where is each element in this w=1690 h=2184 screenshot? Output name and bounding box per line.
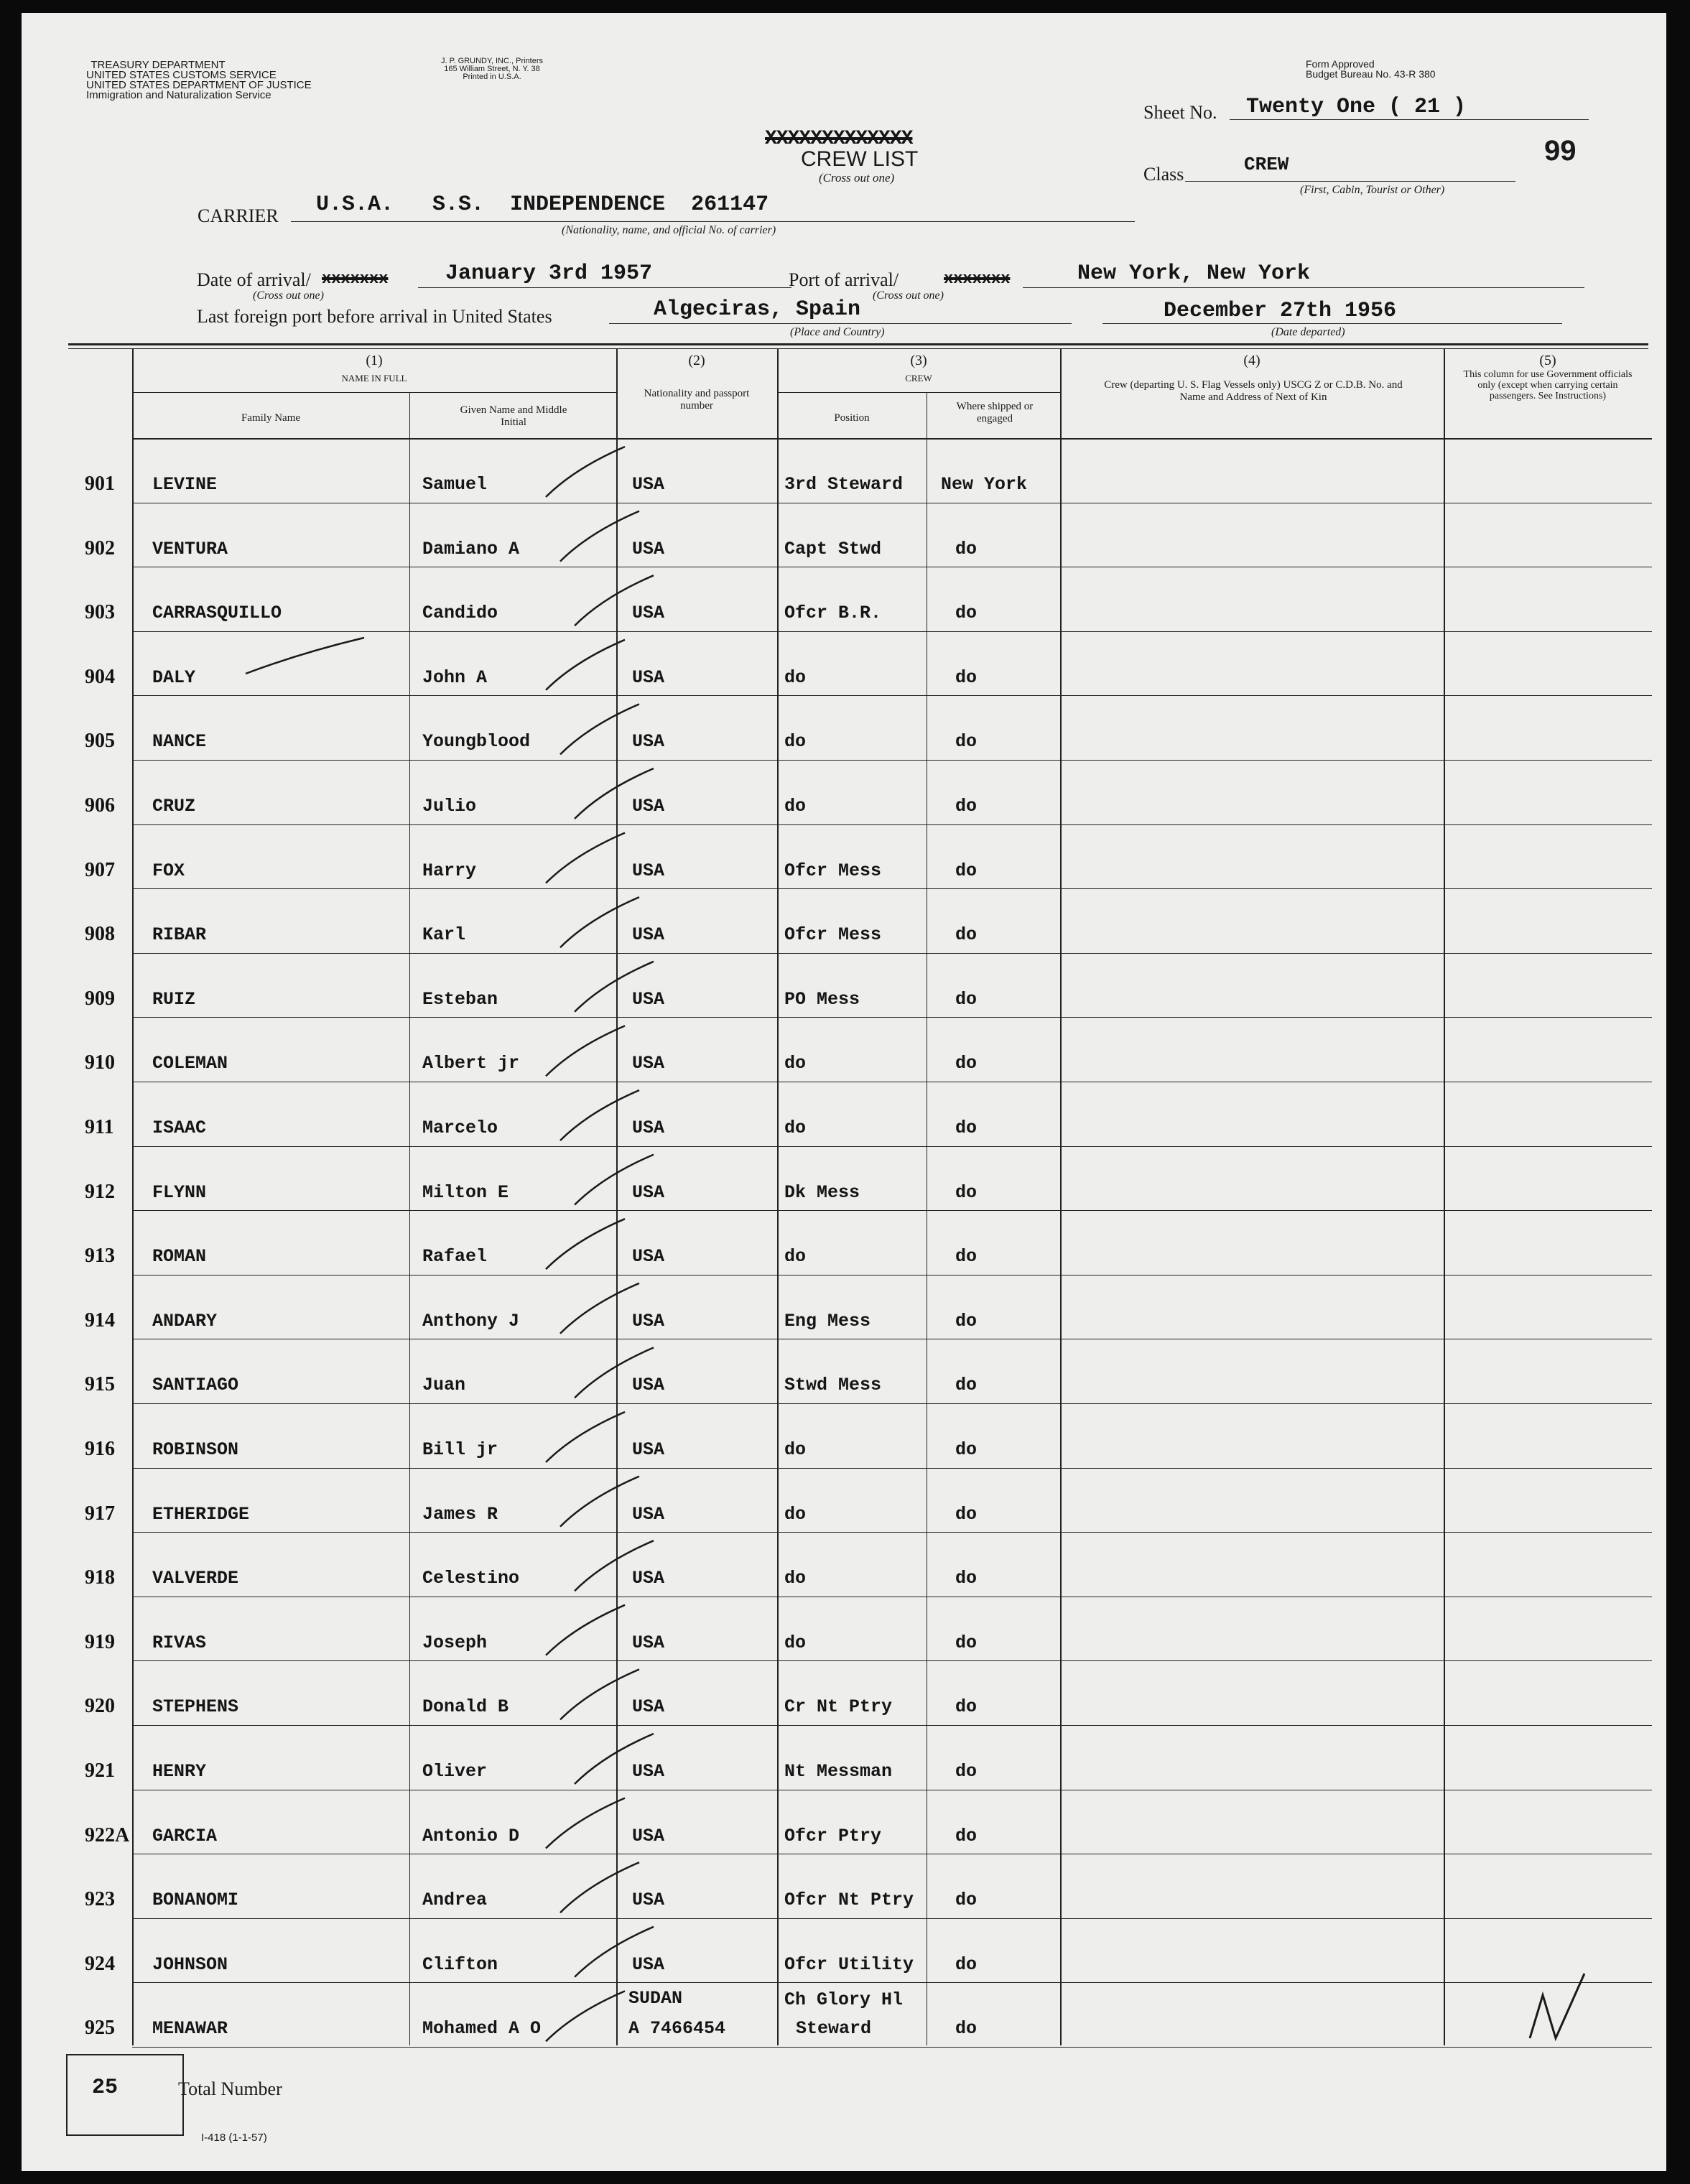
nationality: USA: [632, 1632, 665, 1653]
class-label: Class: [1143, 164, 1184, 185]
last-port-label: Last foreign port before arrival in United States: [197, 306, 552, 327]
given-name: Antonio D: [422, 1825, 520, 1846]
position: Ofcr B.R.: [784, 603, 882, 624]
where-shipped: do: [955, 1632, 978, 1653]
col4-title: Crew (departing U. S. Flag Vessels only) USCG Z or C.D.B. No. and Name and Address of Next of Kin: [1104, 379, 1403, 403]
where-shipped: do: [955, 1310, 978, 1332]
departed-note: (Date departed): [1271, 326, 1345, 338]
position: Nt Messman: [784, 1761, 893, 1782]
row-rule: [132, 1982, 1652, 1983]
carrier-label: CARRIER: [198, 205, 279, 226]
col1-family-header: Family Name: [241, 412, 301, 424]
given-name: Joseph: [422, 1632, 488, 1653]
table-top-rule: [68, 343, 1648, 345]
check-mark: [546, 447, 625, 497]
given-name: Marcelo: [422, 1117, 498, 1138]
where-shipped: do: [955, 1375, 978, 1396]
given-name: Bill jr: [422, 1439, 498, 1460]
given-name: Anthony J: [422, 1310, 520, 1332]
port-note: (Cross out one): [873, 289, 944, 302]
position: do: [784, 1632, 807, 1653]
check-mark: [560, 1090, 639, 1140]
agency-line: TREASURY DEPARTMENT: [90, 59, 226, 71]
row-number: 914: [85, 1309, 115, 1332]
nationality: USA: [632, 1761, 665, 1782]
col3-where-header: Where shipped or engaged: [956, 401, 1034, 424]
check-mark: [560, 511, 639, 562]
given-name: Andrea: [422, 1890, 488, 1911]
where-shipped: do: [955, 1696, 978, 1718]
row-number: 922A: [85, 1823, 130, 1846]
where-shipped: do: [955, 988, 978, 1010]
family-name: FOX: [152, 860, 185, 881]
position: do: [784, 1246, 807, 1268]
printer-line: Printed in U.S.A.: [463, 73, 521, 81]
form-title: CREW LIST: [801, 147, 919, 171]
row-rule: [132, 2047, 1652, 2048]
where-shipped: do: [955, 1568, 978, 1589]
family-name: NANCE: [152, 731, 207, 753]
where-shipped: do: [955, 1053, 978, 1074]
position: Ofcr Utility: [784, 1953, 914, 1975]
where-shipped: do: [955, 1246, 978, 1268]
family-name: STEPHENS: [152, 1696, 239, 1718]
given-name: Julio: [422, 796, 477, 817]
row-number: 917: [85, 1502, 115, 1525]
col-rule: [616, 349, 618, 2045]
port-value: New York, New York: [1077, 261, 1311, 286]
position: do: [784, 731, 807, 753]
check-mark: [560, 897, 639, 947]
family-name: MENAWAR: [152, 2018, 228, 2040]
where-shipped: do: [955, 1825, 978, 1846]
row-rule: [132, 824, 1652, 825]
row-number: 924: [85, 1952, 115, 1975]
row-number: 910: [85, 1051, 115, 1074]
nationality: USA: [632, 1953, 665, 1975]
family-name: CARRASQUILLO: [152, 603, 282, 624]
nationality: USA: [632, 796, 665, 817]
position: Ofcr Mess: [784, 924, 882, 946]
check-mark: [546, 833, 625, 883]
check-mark: [560, 1477, 639, 1527]
position: Dk Mess: [784, 1181, 860, 1203]
family-name: ANDARY: [152, 1310, 218, 1332]
row-rule: [132, 1532, 1652, 1533]
nationality: USA: [632, 538, 665, 559]
given-name: Mohamed A O: [422, 2018, 542, 2040]
position: do: [784, 1503, 807, 1525]
row-rule: [132, 760, 1652, 761]
position: PO Mess: [784, 988, 860, 1010]
last-port-value: Algeciras, Spain: [654, 297, 861, 322]
last-port-underline: [609, 323, 1072, 324]
row-rule: [132, 1468, 1652, 1469]
header-bottom-rule: [132, 438, 1652, 440]
nationality: USA: [632, 988, 665, 1010]
family-name: GARCIA: [152, 1825, 218, 1846]
where-shipped: do: [955, 924, 978, 946]
family-name: JOHNSON: [152, 1953, 228, 1975]
check-mark: [546, 1026, 625, 1076]
departed-value: December 27th 1956: [1164, 299, 1397, 323]
position: Capt Stwd: [784, 538, 882, 559]
family-name: HENRY: [152, 1761, 207, 1782]
position: Stwd Mess: [784, 1375, 882, 1396]
position: Ch Glory Hl: [784, 1989, 904, 2011]
last-port-note: (Place and Country): [790, 326, 885, 338]
arrival-note: (Cross out one): [253, 289, 324, 302]
nationality: USA: [632, 1375, 665, 1396]
nationality: USA: [632, 1890, 665, 1911]
sheet-label: Sheet No.: [1143, 102, 1217, 123]
check-mark: [560, 1283, 639, 1334]
form-number: I-418 (1-1-57): [201, 2132, 267, 2144]
where-shipped: do: [955, 1890, 978, 1911]
where-shipped: do: [955, 603, 978, 624]
where-shipped: do: [955, 666, 978, 688]
nationality: USA: [632, 1310, 665, 1332]
col-rule: [409, 392, 410, 2045]
given-name: Albert jr: [422, 1053, 520, 1074]
carrier-note: (Nationality, name, and official No. of carrier): [562, 224, 776, 236]
arrival-underline: [418, 287, 791, 288]
form-approved: [1306, 59, 1436, 79]
family-name: RIBAR: [152, 924, 207, 946]
form-approved-line: Form Approved: [1306, 58, 1375, 70]
position: do: [784, 1117, 807, 1138]
printer-line: J. P. GRUNDY, INC., Printers: [440, 57, 544, 65]
port-struck: xxxxxxx: [944, 270, 1011, 288]
nationality: USA: [632, 1503, 665, 1525]
given-name: Clifton: [422, 1953, 498, 1975]
given-name: Samuel: [422, 474, 488, 495]
where-shipped: do: [955, 860, 978, 881]
row-number: 923: [85, 1888, 115, 1911]
crew-list-form: [22, 13, 1666, 2171]
row-number: 901: [85, 473, 115, 495]
check-mark: [546, 1412, 625, 1462]
carrier-value: U.S.A. S.S. INDEPENDENCE 261147: [316, 192, 769, 217]
official-initial-mark: [1530, 1974, 1584, 2038]
col-rule: [1444, 349, 1445, 2045]
given-name: Karl: [422, 924, 466, 946]
where-shipped: do: [955, 1503, 978, 1525]
arrival-label: Date of arrival/: [197, 269, 311, 290]
given-name: Candido: [422, 603, 498, 624]
check-mark: [560, 1862, 639, 1913]
row-rule: [132, 1146, 1652, 1147]
nationality: USA: [632, 860, 665, 881]
departed-underline: [1102, 323, 1562, 324]
family-name: RUIZ: [152, 988, 196, 1010]
row-number: 904: [85, 665, 115, 688]
where-shipped: New York: [941, 474, 1028, 495]
row-rule: [132, 888, 1652, 889]
row-number: 908: [85, 923, 115, 946]
crossed-out-title: XXXXXXXXXXXXX: [765, 128, 913, 150]
row-rule: [132, 1660, 1652, 1661]
family-name: BONANOMI: [152, 1890, 239, 1911]
given-name: Oliver: [422, 1761, 488, 1782]
stray-pen-line: [246, 638, 364, 674]
nationality: USA: [632, 1053, 665, 1074]
arrival-value: January 3rd 1957: [445, 261, 653, 286]
nationality: SUDAN: [628, 1988, 683, 2009]
family-name: COLEMAN: [152, 1053, 228, 1074]
given-name: Rafael: [422, 1246, 488, 1268]
check-mark: [560, 704, 639, 754]
page-mark: 99: [1544, 135, 1577, 167]
family-name: RIVAS: [152, 1632, 207, 1653]
passport-number: A 7466454: [628, 2018, 726, 2040]
family-name: VENTURA: [152, 538, 228, 559]
row-rule: [132, 953, 1652, 954]
col-rule: [1060, 349, 1062, 2045]
check-mark: [560, 1669, 639, 1719]
carrier-underline: [291, 221, 1135, 222]
given-name: Esteban: [422, 988, 498, 1010]
col2-title: Nationality and passport number: [644, 388, 750, 412]
col-rule: [132, 349, 134, 2045]
agency-block: [86, 59, 312, 101]
nationality: USA: [632, 1696, 665, 1718]
class-value: CREW: [1244, 154, 1289, 175]
total-value: 25: [92, 2076, 119, 2100]
position: do: [784, 1568, 807, 1589]
col4-number: (4): [1243, 353, 1260, 368]
port-underline: [1023, 287, 1584, 288]
col3-position-header: Position: [834, 412, 870, 424]
family-name: DALY: [152, 666, 196, 688]
nationality: USA: [632, 1439, 665, 1460]
arrival-struck: xxxxxxx: [322, 270, 389, 288]
total-box: [66, 2054, 184, 2136]
sheet-underline: [1230, 119, 1589, 120]
family-name: FLYNN: [152, 1181, 207, 1203]
nationality: USA: [632, 1181, 665, 1203]
given-name: Youngblood: [422, 731, 531, 753]
col1-title: NAME IN FULL: [341, 373, 407, 384]
row-number: 919: [85, 1630, 115, 1653]
row-number: 925: [85, 2017, 115, 2040]
nationality: USA: [632, 474, 665, 495]
port-label: Port of arrival/: [789, 269, 899, 290]
family-name: ISAAC: [152, 1117, 207, 1138]
where-shipped: do: [955, 1761, 978, 1782]
position: Ofcr Mess: [784, 860, 882, 881]
col2-number: (2): [688, 353, 705, 368]
form-approved-line: Budget Bureau No. 43-R 380: [1306, 68, 1436, 80]
col5-title: This column for use Government officials only (except when carrying certain passengers. See Instructions): [1463, 369, 1633, 401]
check-mark: [546, 1219, 625, 1269]
given-name: Celestino: [422, 1568, 520, 1589]
family-name: ETHERIDGE: [152, 1503, 250, 1525]
printer-line: 165 William Street, N. Y. 38: [444, 65, 540, 73]
total-label: Total Number: [178, 2078, 282, 2099]
position: Ofcr Ptry: [784, 1825, 882, 1846]
position: do: [784, 666, 807, 688]
row-rule: [132, 1918, 1652, 1919]
row-number: 921: [85, 1760, 115, 1782]
position: do: [784, 1053, 807, 1074]
agency-line: UNITED STATES DEPARTMENT OF JUSTICE: [86, 79, 312, 91]
where-shipped: do: [955, 1953, 978, 1975]
family-name: ROBINSON: [152, 1439, 239, 1460]
row-number: 905: [85, 730, 115, 753]
check-mark: [546, 1991, 625, 2041]
check-mark: [546, 640, 625, 690]
family-name: ROMAN: [152, 1246, 207, 1268]
printer-block: [427, 57, 557, 81]
position: do: [784, 796, 807, 817]
check-mark: [546, 1605, 625, 1655]
agency-line: UNITED STATES CUSTOMS SERVICE: [86, 69, 277, 81]
nationality: USA: [632, 1117, 665, 1138]
check-mark: [546, 1798, 625, 1849]
given-name: James R: [422, 1503, 498, 1525]
position: Steward: [796, 2018, 872, 2040]
family-name: CRUZ: [152, 796, 196, 817]
row-number: 916: [85, 1438, 115, 1460]
row-number: 920: [85, 1695, 115, 1718]
table-top-rule-2: [68, 348, 1648, 349]
col3-title: CREW: [905, 373, 932, 384]
position: 3rd Steward: [784, 474, 904, 495]
row-number: 909: [85, 987, 115, 1010]
row-rule: [132, 1210, 1652, 1211]
where-shipped: do: [955, 1181, 978, 1203]
where-shipped: do: [955, 538, 978, 559]
col5-number: (5): [1539, 353, 1556, 368]
row-rule: [132, 1403, 1652, 1404]
row-number: 913: [85, 1245, 115, 1268]
col3-number: (3): [910, 353, 927, 368]
col1-given-header: Given Name and Middle Initial: [460, 404, 567, 428]
position: Ofcr Nt Ptry: [784, 1890, 914, 1911]
position: do: [784, 1439, 807, 1460]
row-number: 915: [85, 1373, 115, 1396]
col-rule: [777, 349, 779, 2045]
row-rule: [132, 631, 1652, 632]
row-number: 907: [85, 858, 115, 881]
where-shipped: do: [955, 1439, 978, 1460]
col1-number: (1): [366, 353, 383, 368]
nationality: USA: [632, 1825, 665, 1846]
class-note: (First, Cabin, Tourist or Other): [1300, 184, 1445, 196]
header-subrule: [777, 392, 1060, 393]
nationality: USA: [632, 924, 665, 946]
given-name: Juan: [422, 1375, 466, 1396]
title-note: (Cross out one): [819, 171, 895, 185]
family-name: SANTIAGO: [152, 1375, 239, 1396]
row-number: 912: [85, 1180, 115, 1203]
family-name: VALVERDE: [152, 1568, 239, 1589]
row-number: 902: [85, 536, 115, 559]
given-name: Harry: [422, 860, 477, 881]
given-name: John A: [422, 666, 488, 688]
row-number: 906: [85, 794, 115, 817]
given-name: Damiano A: [422, 538, 520, 559]
given-name: Donald B: [422, 1696, 509, 1718]
given-name: Milton E: [422, 1181, 509, 1203]
where-shipped: do: [955, 796, 978, 817]
class-underline: [1185, 181, 1515, 182]
where-shipped: do: [955, 2018, 978, 2040]
row-rule: [132, 1017, 1652, 1018]
row-number: 918: [85, 1566, 115, 1589]
sheet-value: Twenty One ( 21 ): [1246, 95, 1467, 119]
nationality: USA: [632, 666, 665, 688]
where-shipped: do: [955, 731, 978, 753]
agency-line: Immigration and Naturalization Service: [86, 89, 271, 101]
row-rule: [132, 1725, 1652, 1726]
row-rule: [132, 695, 1652, 696]
row-number: 911: [85, 1116, 114, 1138]
row-number: 903: [85, 601, 115, 624]
nationality: USA: [632, 731, 665, 753]
where-shipped: do: [955, 1117, 978, 1138]
header-subrule: [132, 392, 616, 393]
nationality: USA: [632, 1568, 665, 1589]
nationality: USA: [632, 1246, 665, 1268]
family-name: LEVINE: [152, 474, 218, 495]
nationality: USA: [632, 603, 665, 624]
position: Eng Mess: [784, 1310, 871, 1332]
position: Cr Nt Ptry: [784, 1696, 893, 1718]
